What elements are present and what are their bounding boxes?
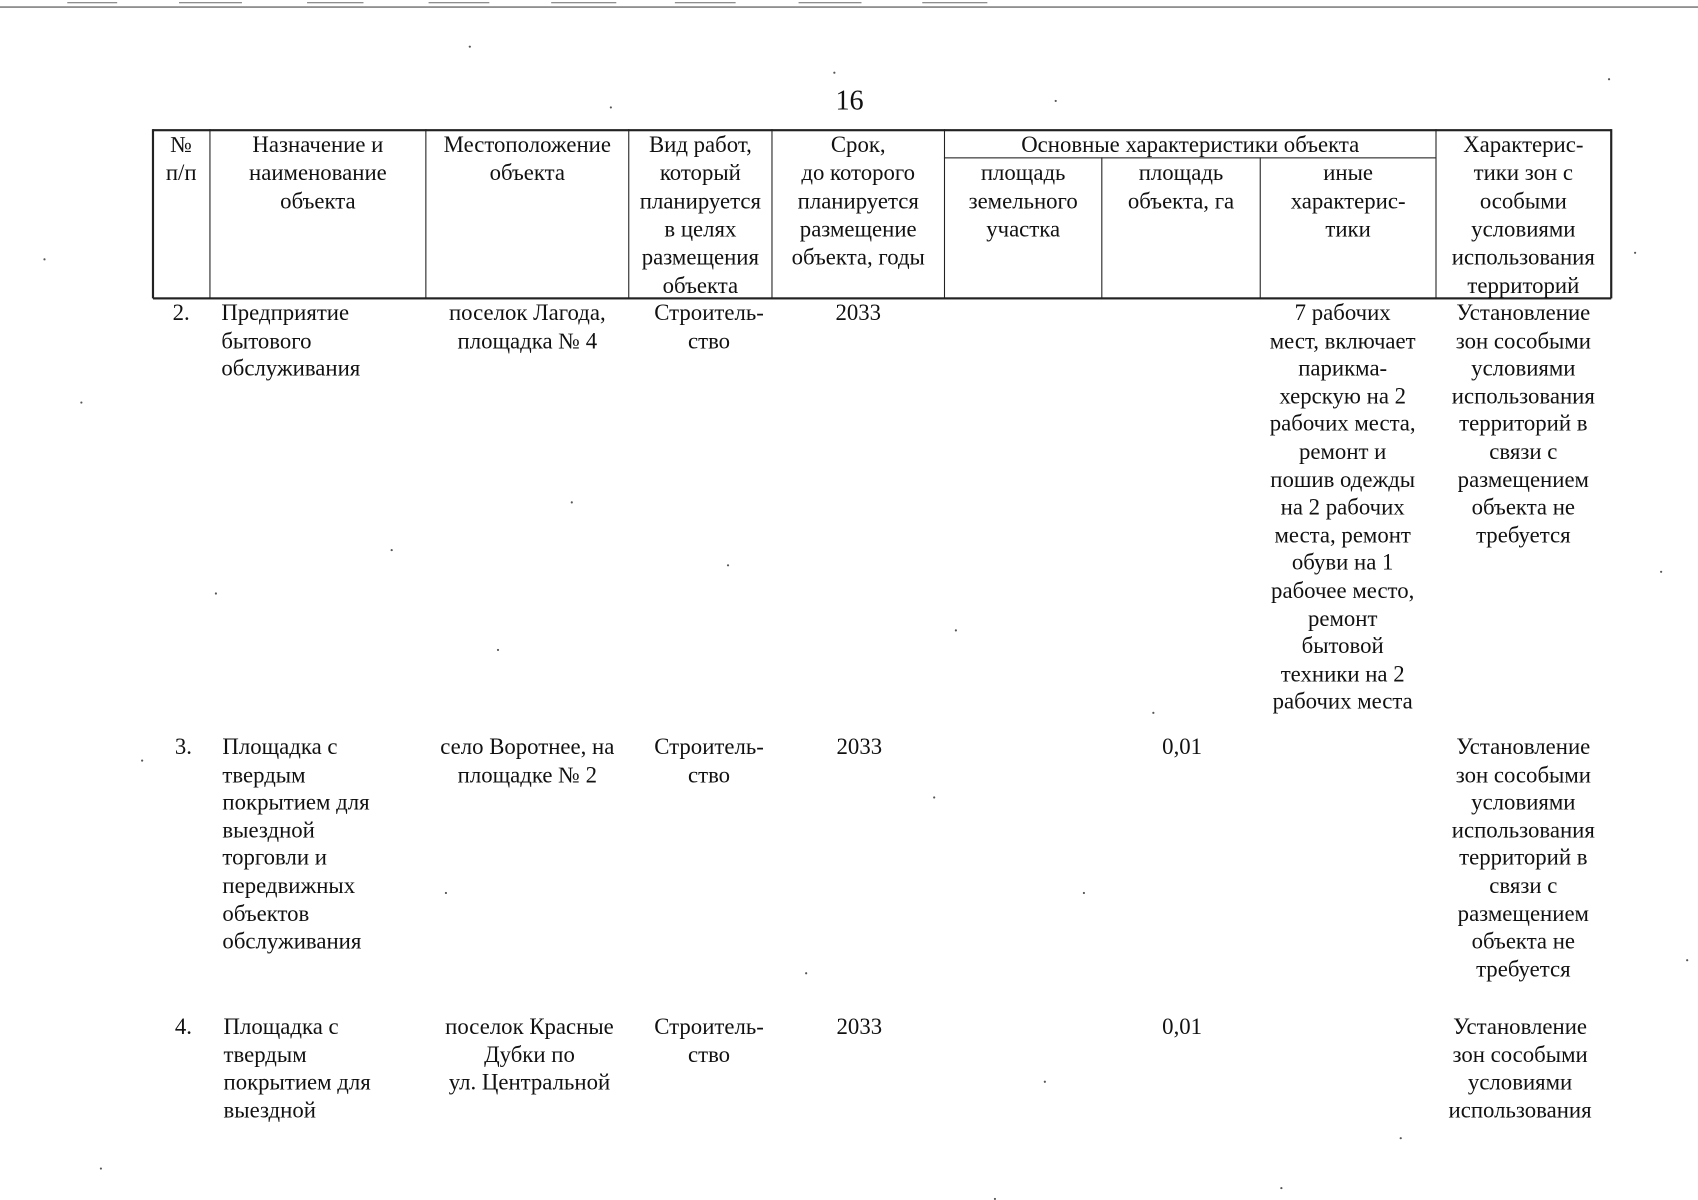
page-number: 16 xyxy=(835,84,864,117)
row-location: село Воротнее, на площадке № 2 xyxy=(440,733,615,788)
header-main-characteristics: Основные характеристики объекта xyxy=(1021,131,1360,158)
scan-dash xyxy=(179,2,242,3)
scan-speck xyxy=(469,46,471,48)
row-purpose: Площадка с твердым покрытием для выездной торговли и передвижных объектов обслуживания xyxy=(222,733,370,954)
row-num: 2. xyxy=(172,299,190,326)
scan-speck xyxy=(1152,712,1154,714)
scan-dash xyxy=(551,2,616,3)
scan-speck xyxy=(1660,571,1662,573)
header-land-area: площадь земельного участка xyxy=(968,159,1078,242)
row-work-type: Строитель- ство xyxy=(654,733,764,788)
row-work-type: Строитель- ство xyxy=(654,299,764,354)
row-object-area: 0,01 xyxy=(1162,733,1203,760)
row-zone-characteristics: Установление зон сособыми условиями использования территорий в связи с размещением объекта не требуется xyxy=(1451,733,1595,982)
header-deadline: Срок, до которого планируется размещение объекта, годы xyxy=(791,131,925,271)
header-work-type: Вид работ, который планируется в целях размещения объекта xyxy=(639,131,761,299)
row-deadline: 2033 xyxy=(836,733,883,760)
scan-dash xyxy=(307,2,363,3)
row-num: 3. xyxy=(174,733,192,760)
row-zone-characteristics: Установление зон сособыми условиями использования территорий в связи с размещением объекта не требуется xyxy=(1451,299,1595,548)
scan-speck xyxy=(1400,1137,1402,1139)
scan-speck xyxy=(100,1167,102,1169)
scan-speck xyxy=(80,401,82,403)
scan-speck xyxy=(1634,252,1636,254)
scan-speck xyxy=(955,629,957,631)
header-zone-characteristics: Характерис- тики зон с особыми условиями использования территорий xyxy=(1451,131,1595,299)
scan-speck xyxy=(215,592,217,594)
row-num: 4. xyxy=(174,1013,192,1040)
row-work-type: Строитель- ство xyxy=(654,1013,764,1068)
scan-dash xyxy=(922,2,987,3)
row-deadline: 2033 xyxy=(835,299,882,326)
scan-speck xyxy=(610,106,612,108)
row-purpose: Предприятие бытового обслуживания xyxy=(221,299,361,382)
scan-speck xyxy=(391,549,393,551)
scan-speck xyxy=(1280,1187,1282,1189)
header-location: Местоположение объекта xyxy=(443,131,611,186)
row-other-characteristics: 7 рабочих мест, включает парикма- херскую на 2 рабочих места, ремонт и пошив одежды на 2 рабочих места, ремонт обуви на 1 рабочее место, ремонт бытовой техники на 2 рабочих места xyxy=(1269,299,1416,715)
row-location: поселок Лагода, площадка № 4 xyxy=(448,299,606,354)
scan-speck xyxy=(497,649,499,651)
scan-speck xyxy=(727,564,729,566)
row-location: поселок Красные Дубки по ул. Центральной xyxy=(445,1013,614,1095)
row-object-area: 0,01 xyxy=(1162,1013,1203,1040)
scan-speck xyxy=(571,501,573,503)
scan-speck xyxy=(805,972,807,974)
scan-dash xyxy=(67,2,117,3)
scan-speck xyxy=(445,892,447,894)
scan-speck xyxy=(1686,959,1688,961)
header-other-characteristics: иные характерис- тики xyxy=(1290,159,1406,242)
row-purpose: Площадка с твердым покрытием для выездной xyxy=(223,1013,371,1123)
scan-speck xyxy=(1083,892,1085,894)
row-zone-characteristics: Установление зон сособыми условиями использования xyxy=(1448,1013,1592,1123)
header-num: № п/п xyxy=(165,131,197,186)
row-deadline: 2033 xyxy=(836,1013,883,1040)
scan-dash xyxy=(675,2,736,3)
header-purpose: Назначение и наименование объекта xyxy=(249,131,387,214)
table-right-border xyxy=(1610,129,1612,298)
scan-speck xyxy=(43,258,45,260)
scan-speck xyxy=(933,796,935,798)
scan-speck xyxy=(833,72,835,74)
scan-speck xyxy=(141,760,143,762)
scan-speck xyxy=(1608,78,1610,80)
scan-dash xyxy=(799,2,862,3)
scan-top-rule xyxy=(0,7,1698,8)
scan-dash xyxy=(429,2,490,3)
scan-speck xyxy=(1044,1081,1046,1083)
header-object-area: площадь объекта, га xyxy=(1127,159,1235,214)
scan-speck xyxy=(1055,100,1057,102)
